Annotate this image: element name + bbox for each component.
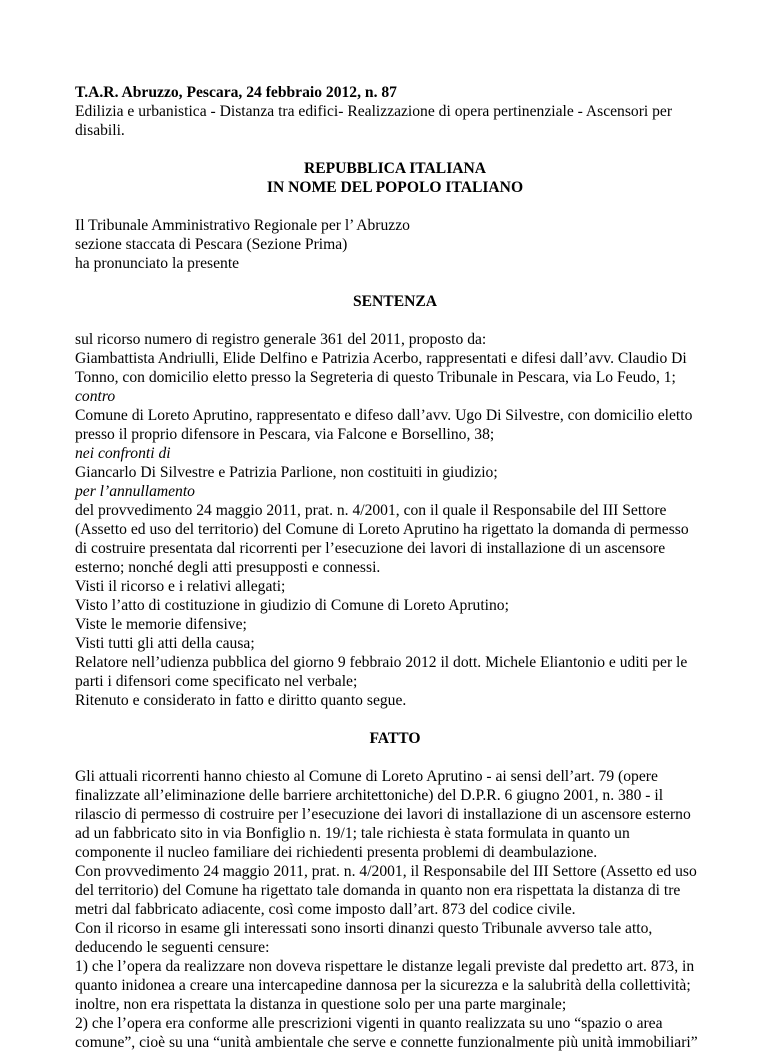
- body-line: metri dal fabbricato adiacente, così come imposto dall’art. 873 del codice civile.: [75, 901, 576, 918]
- body-line: Con il ricorso in esame gli interessati sono insorti dinanzi questo Tribunale avverso tale atto,: [75, 920, 653, 937]
- body-line: Ritenuto e considerato in fatto e diritto quanto segue.: [75, 692, 407, 709]
- subject-line: disabili.: [75, 122, 125, 139]
- body-line: sul ricorso numero di registro generale 361 del 2011, proposto da:: [75, 331, 487, 348]
- court-line: Il Tribunale Amministrativo Regionale per l’ Abruzzo: [75, 217, 410, 234]
- body-line: Visti il ricorso e i relativi allegati;: [75, 578, 286, 595]
- body-line: Giancarlo Di Silvestre e Patrizia Parlione, non costituiti in giudizio;: [75, 464, 498, 481]
- body-line: Tonno, con domicilio eletto presso la Segreteria di questo Tribunale in Pescara, via Lo Feudo, 1;: [75, 369, 676, 386]
- court-line: sezione staccata di Pescara (Sezione Prima): [75, 236, 348, 253]
- section-label: contro: [75, 388, 116, 405]
- body-line: del provvedimento 24 maggio 2011, prat. n. 4/2001, con il quale il Responsabile del III Settore: [75, 502, 667, 519]
- republic-title: REPUBBLICA ITALIANA: [303, 160, 487, 177]
- body-line: ad un fabbricato sito in via Bonfiglio n. 19/1; tale richiesta è stata formulata in quanto un: [75, 825, 630, 842]
- subject-line: Edilizia e urbanistica - Distanza tra edifici- Realizzazione di opera pertinenziale - Ascensori per: [75, 103, 673, 120]
- spacer: [75, 197, 715, 216]
- body-line: Viste le memorie difensive;: [75, 616, 247, 633]
- spacer: [75, 748, 715, 767]
- body-line: 2) che l’opera era conforme alle prescrizioni vigenti in quanto realizzata su uno “spazio o area: [75, 1015, 663, 1032]
- spacer: [75, 311, 715, 330]
- body-line: rilascio di permesso di costruire per l’esecuzione dei lavori di installazione di un ascensore esterno: [75, 806, 691, 823]
- body-line: comune”, cioè su una “unità ambientale che serve e connette funzionalmente più unità immobiliari”: [75, 1034, 698, 1051]
- spacer: [75, 273, 715, 292]
- spacer: [75, 140, 715, 159]
- section-label: per l’annullamento: [75, 483, 195, 500]
- body-line: parti i difensori come specificato nel verbale;: [75, 673, 358, 690]
- body-line: Visto l’atto di costituzione in giudizio di Comune di Loreto Aprutino;: [75, 597, 509, 614]
- fatto-heading: FATTO: [369, 730, 421, 747]
- body-line: di costruire presentata dal ricorrenti per l’esecuzione dei lavori di installazione di un ascensore: [75, 540, 666, 557]
- body-line: finalizzate all’eliminazione delle barriere architettoniche) del D.P.R. 6 giugno 2001, n. 380 - il: [75, 787, 664, 804]
- section-label: nei confronti di: [75, 445, 171, 462]
- document-page: [75, 83, 715, 1052]
- people-title: IN NOME DEL POPOLO ITALIANO: [266, 179, 524, 196]
- body-line: (Assetto ed uso del territorio) del Comune di Loreto Aprutino ha rigettato la domanda di permesso: [75, 521, 689, 538]
- body-line: componente il nucleo familiare dei richiedenti presenta problemi di deambulazione.: [75, 844, 598, 861]
- fatto-section: [75, 767, 715, 1052]
- body-line: Giambattista Andriulli, Elide Delfino e Patrizia Acerbo, rappresentati e difesi dall’avv. Claudio Di: [75, 350, 687, 367]
- body-line: Comune di Loreto Aprutino, rappresentato e difeso dall’avv. Ugo Di Silvestre, con domicilio eletto: [75, 407, 693, 424]
- body-line: inoltre, non era rispettata la distanza in questione solo per una parte marginale;: [75, 996, 567, 1013]
- parties-section: [75, 330, 715, 710]
- body-line: Con provvedimento 24 maggio 2011, prat. n. 4/2001, il Responsabile del III Settore (Assetto ed uso: [75, 863, 697, 880]
- body-line: presso il proprio difensore in Pescara, via Falcone e Borsellino, 38;: [75, 426, 495, 443]
- body-line: esterno; nonché degli atti presupposti e connessi.: [75, 559, 381, 576]
- body-line: 1) che l’opera da realizzare non doveva rispettare le distanze legali previste dal predetto art. 873, in: [75, 958, 695, 975]
- citation-heading: T.A.R. Abruzzo, Pescara, 24 febbraio 2012, n. 87: [75, 84, 397, 101]
- body-line: deducendo le seguenti censure:: [75, 939, 270, 956]
- sentenza-heading: SENTENZA: [352, 293, 438, 310]
- body-line: Gli attuali ricorrenti hanno chiesto al Comune di Loreto Aprutino - ai sensi dell’art. 79 (opere: [75, 768, 658, 785]
- body-line: quanto inidonea a creare una intercapedine dannosa per la sicurezza e la salubrità della collettività;: [75, 977, 691, 994]
- spacer: [75, 710, 715, 729]
- body-line: Relatore nell’udienza pubblica del giorno 9 febbraio 2012 il dott. Michele Eliantonio e uditi per le: [75, 654, 688, 671]
- court-line: ha pronunciato la presente: [75, 255, 240, 272]
- body-line: Visti tutti gli atti della causa;: [75, 635, 255, 652]
- body-line: del territorio) del Comune ha rigettato tale domanda in quanto non era rispettata la distanza di tre: [75, 882, 681, 899]
